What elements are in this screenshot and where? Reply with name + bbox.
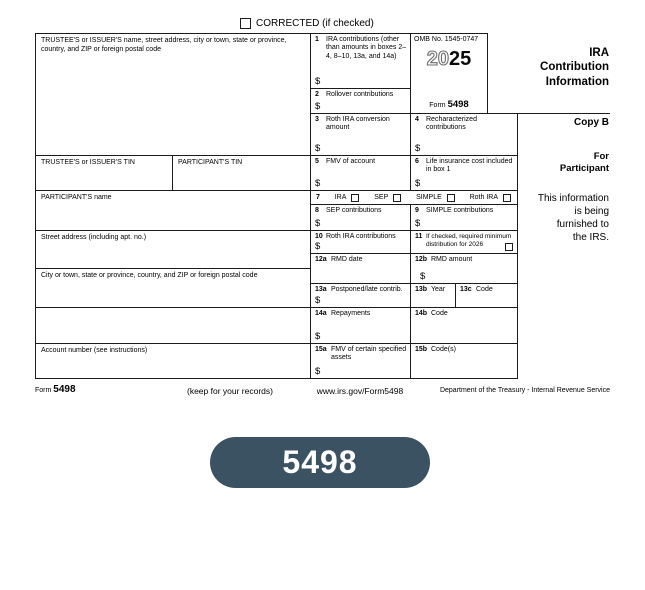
- box-11-rmd-checkbox-box: 11 If checked, required minimum distribution for 2026: [410, 230, 517, 253]
- box-13b-year: 13b Year: [410, 283, 455, 307]
- box-3-roth-conversion: 3 Roth IRA conversion amount $: [310, 113, 410, 155]
- sep-checkbox[interactable]: [393, 194, 401, 202]
- box-9-simple-contributions: 9 SIMPLE contributions $: [410, 204, 517, 230]
- copy-b-label: Copy B: [574, 117, 609, 128]
- footer-department: Department of the Treasury - Internal Revenue Service: [439, 387, 610, 394]
- dollar-sign: $: [315, 143, 321, 154]
- form-number-label: Form 5498: [429, 99, 469, 110]
- ira-checkbox[interactable]: [351, 194, 359, 202]
- box-12b-rmd-amount: 12b RMD amount $: [410, 253, 517, 283]
- participant-tin-label: PARTICIPANT'S TIN: [178, 159, 243, 166]
- corrected-checkbox[interactable]: [240, 18, 251, 29]
- roth-ira-checkbox[interactable]: [503, 194, 511, 202]
- dollar-sign: $: [415, 218, 421, 229]
- box-6-life-insurance: 6 Life insurance cost included in box 1 $: [410, 155, 517, 190]
- for-participant-label: For Participant: [559, 151, 609, 175]
- box-14b-code: 14b Code: [410, 307, 517, 343]
- dollar-sign: $: [315, 241, 321, 252]
- city-label: City or town, state or province, country, and ZIP or foreign postal code: [41, 272, 258, 279]
- trustee-info-box: [35, 33, 310, 155]
- dollar-sign: $: [315, 178, 321, 189]
- footer-keep-note: (keep for your records): [187, 386, 273, 396]
- dollar-sign: $: [420, 271, 426, 282]
- box-12a-rmd-date: 12a RMD date: [310, 253, 410, 283]
- form-5498-button[interactable]: 5498: [210, 437, 430, 488]
- trustee-info-label: TRUSTEE'S or ISSUER'S name, street address, city or town, state or province, country, and ZIP or foreign postal code: [41, 37, 287, 53]
- furnished-to-irs-text: This information is being furnished to the IRS.: [537, 193, 609, 243]
- corrected-label: CORRECTED (if checked): [256, 18, 374, 29]
- dollar-sign: $: [415, 143, 421, 154]
- box-8-sep-contributions: 8 SEP contributions $: [310, 204, 410, 230]
- box-13c-code: 13c Code: [455, 283, 517, 307]
- dollar-sign: $: [315, 76, 321, 87]
- trustee-tin-label: TRUSTEE'S or ISSUER'S TIN: [41, 159, 135, 166]
- table-border: [517, 113, 518, 379]
- box-5-fmv: 5 FMV of account $: [310, 155, 410, 190]
- dollar-sign: $: [315, 295, 321, 306]
- footer-irs-url[interactable]: www.irs.gov/Form5498: [316, 386, 404, 396]
- form-title: IRA Contribution Information: [540, 47, 609, 88]
- dollar-sign: $: [415, 178, 421, 189]
- box-15a-fmv-specified-assets: 15a FMV of certain specified assets $: [310, 343, 410, 378]
- participant-tin-box: [172, 155, 310, 190]
- box-4-recharacterized: 4 Recharacterized contributions $: [410, 113, 517, 155]
- box-14a-repayments: 14a Repayments $: [310, 307, 410, 343]
- empty-box: [35, 307, 310, 343]
- trustee-tin-box: [35, 155, 172, 190]
- box-1-ira-contributions: 1 IRA contributions (other than amounts in boxes 2–4, 8–10, 13a, and 14a) $: [310, 33, 410, 88]
- tax-year: 2025: [426, 48, 472, 70]
- rmd-required-checkbox[interactable]: [505, 243, 513, 251]
- corrected-header: [240, 18, 374, 29]
- box-2-rollover: 2 Rollover contributions $: [310, 88, 410, 113]
- omb-year-box: [410, 33, 487, 113]
- dollar-sign: $: [315, 218, 321, 229]
- box-13a-postponed: 13a Postponed/late contrib. $: [310, 283, 410, 307]
- box-15b-codes: 15b Code(s): [410, 343, 517, 378]
- account-number-label: Account number (see instructions): [41, 347, 148, 354]
- margin-rule: [517, 113, 610, 114]
- participant-name-label: PARTICIPANT'S name: [41, 194, 112, 201]
- omb-number: OMB No. 1545-0747: [414, 36, 479, 43]
- footer-form-number: Form 5498: [35, 384, 76, 395]
- dollar-sign: $: [315, 331, 321, 342]
- table-border: [35, 378, 518, 379]
- participant-name-box: [35, 190, 310, 230]
- street-address-label: Street address (including apt. no.): [41, 234, 147, 241]
- dollar-sign: $: [315, 101, 321, 112]
- table-border: [487, 33, 488, 113]
- street-address-box: [35, 230, 310, 268]
- account-number-box: [35, 343, 310, 378]
- simple-checkbox[interactable]: [447, 194, 455, 202]
- city-box: [35, 268, 310, 307]
- box-7-account-type: 7 IRA SEP SIMPLE Roth IRA: [310, 190, 517, 204]
- dollar-sign: $: [315, 366, 321, 377]
- box-10-roth-contributions: 10 Roth IRA contributions $: [310, 230, 410, 253]
